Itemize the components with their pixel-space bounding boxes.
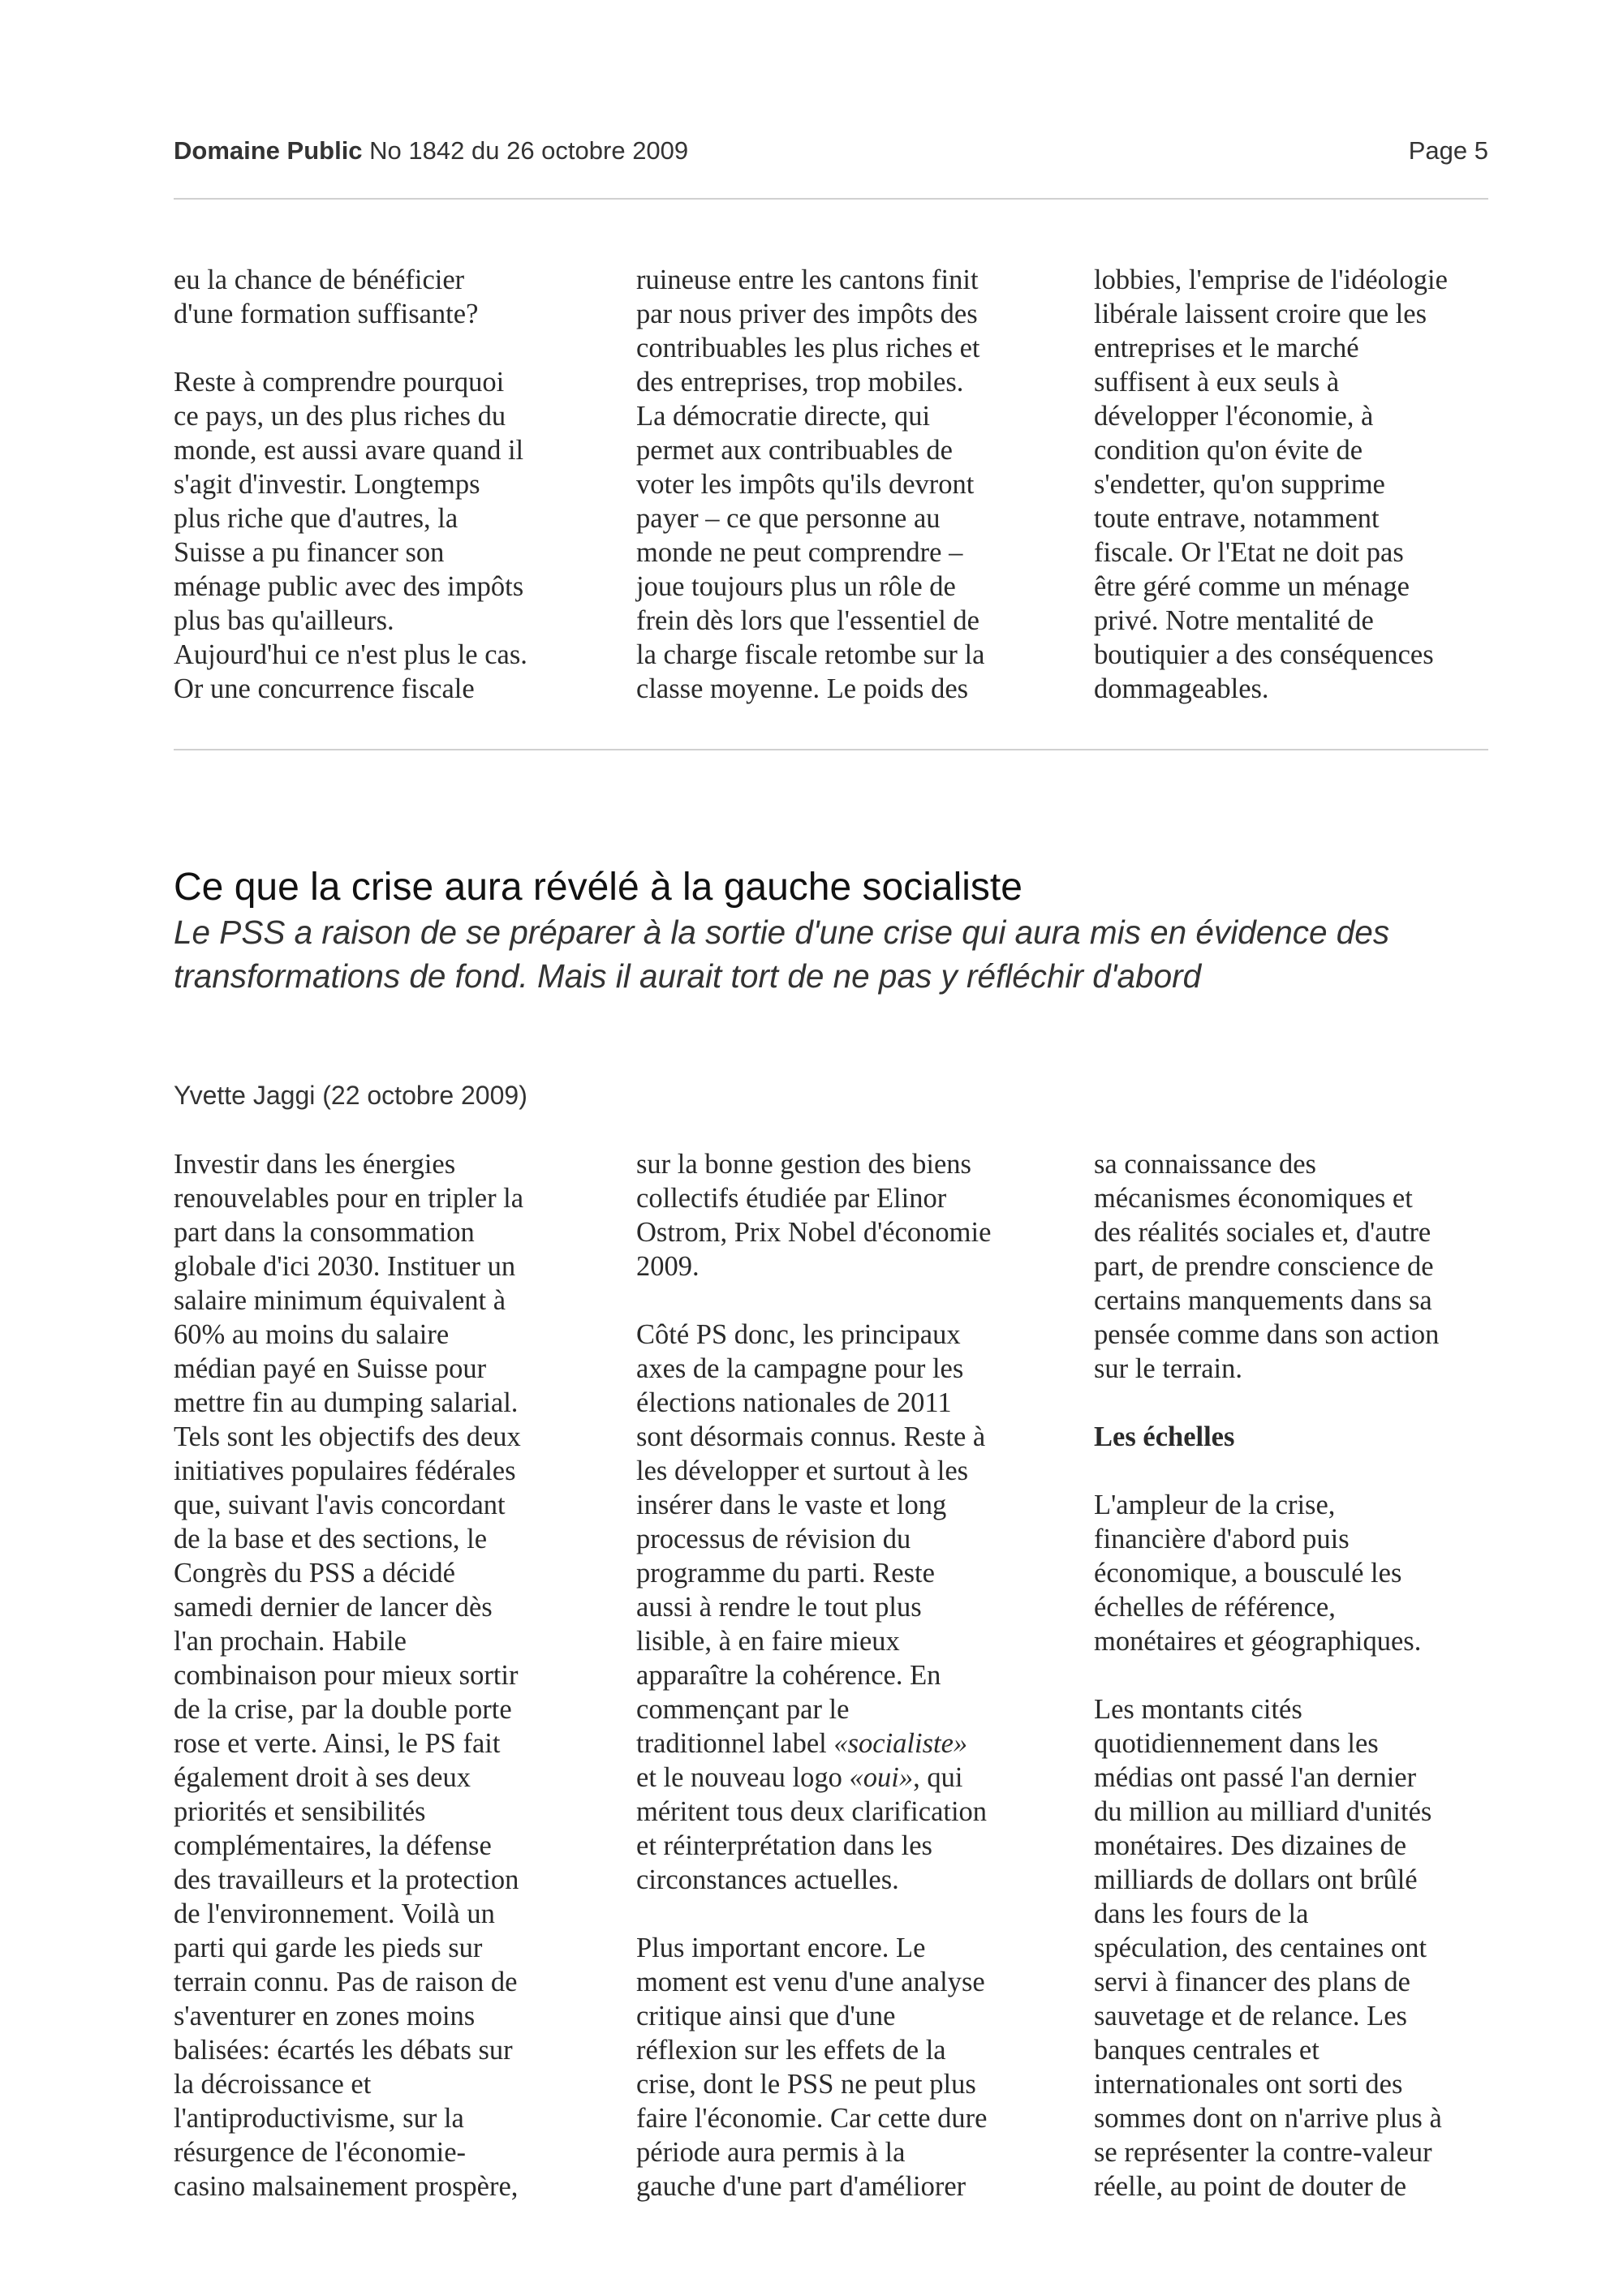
paragraph: L'ampleur de la crise, financière d'abord puis économique, a bousculé les échelles de référence, monétaires et géographiques. [1094, 1490, 1422, 1657]
publication-name: Domaine Public [174, 136, 363, 165]
text-column-3 [1094, 263, 1528, 706]
paragraph: sur la bonne gestion des biens collectifs étudiée par Elinor Ostrom, Prix Nobel d'économie 2009. [636, 1149, 992, 1282]
paragraph-text: et le nouveau logo [636, 1762, 842, 1793]
paragraph-text: Côté PS donc, les principaux axes de la campagne pour les élections nationales de 2011 sont désormais connus. Reste à les développer et surtout à les insérer dans le vaste et long processus de révision du programme du parti. Reste aussi à rendre le tout plus lisible, à en faire mieux apparaître la cohérence. En commençant par le traditionnel label [636, 1319, 986, 1759]
quoted-label: «socialiste» [833, 1728, 968, 1759]
text-column-3 [1094, 1147, 1528, 2204]
text-column-1 [174, 263, 608, 706]
text-column-1 [174, 1147, 608, 2204]
text-column-2 [636, 263, 1070, 706]
article-byline: Yvette Jaggi (22 octobre 2009) [174, 1081, 527, 1110]
article-divider [174, 749, 1488, 750]
paragraph: Plus important encore. Le moment est venu d'une analyse critique ainsi que d'une réflexion sur les effets de la crise, dont le PSS ne peut plus faire l'économie. Car cette dure période aura permis à la gauche d'une part d'améliorer [636, 1933, 988, 2202]
quoted-label: «oui» [849, 1762, 914, 1793]
paragraph: sa connaissance des mécanismes économiques et des réalités sociales et, d'autre part, de prendre conscience de certains manquements dans sa pensée comme dans son action sur le terrain. [1094, 1149, 1440, 1384]
issue-info: No 1842 du 26 octobre 2009 [369, 136, 689, 165]
paragraph: eu la chance de bénéficier d'une formation suffisante? [174, 264, 479, 329]
paragraph: lobbies, l'emprise de l'idéologie libérale laissent croire que les entreprises et le marché suffisent à eux seuls à développer l'économie, à condition qu'on évite de s'endetter, qu'on supprime toute entrave, notamment fiscale. Or l'Etat ne doit pas être géré comme un ménage privé. Notre mentalité de boutiquier a des conséquences dommageables. [1094, 264, 1448, 704]
paragraph: Reste à comprendre pourquoi ce pays, un des plus riches du monde, est aussi avare quand il s'agit d'investir. Longtemps plus riche que d'autres, la Suisse a pu financer son ménage public avec des impôts plus bas qu'ailleurs. Aujourd'hui ce n'est plus le cas. Or une concurrence fiscale [174, 367, 527, 704]
article-title: Ce que la crise aura révélé à la gauche socialiste [174, 866, 1022, 909]
section-subheading: Les échelles [1094, 1421, 1235, 1452]
page-number: Page 5 [1408, 136, 1488, 165]
paragraph-text: , qui méritent tous deux clarification et réinterprétation dans les circonstances actuelles. [636, 1762, 988, 1895]
header-divider [174, 198, 1488, 200]
text-column-2 [636, 1147, 1070, 2204]
article-lead: Le PSS a raison de se préparer à la sortie d'une crise qui aura mis en évidence des transformations de fond. Mais il aurait tort de ne pas y réfléchir d'abord [174, 914, 1390, 995]
paragraph: Investir dans les énergies renouvelables pour en tripler la part dans la consommation globale d'ici 2030. Instituer un salaire minimum équivalent à 60% au moins du salaire médian payé en Suisse pour mettre fin au dumping salarial. Tels sont les objectifs des deux initiatives populaires fédérales que, suivant l'avis concordant de la base et des sections, le Congrès du PSS a décidé samedi dernier de lancer dès l'an prochain. Habile combinaison pour mieux sortir de la crise, par la double porte rose et verte. Ainsi, le PS fait également droit à ses deux priorités et sensibilités complémentaires, la défense des travailleurs et la protection de l'environnement. Voilà un parti qui garde les pieds sur terrain connu. Pas de raison de s'aventurer en zones moins balisées: écartés les débats sur la décroissance et l'antiproductivisme, sur la résurgence de l'économie- casino malsainement prospère, [174, 1149, 524, 2202]
paragraph [636, 1318, 1070, 1897]
page-header [174, 136, 1488, 169]
paragraph: ruineuse entre les cantons finit par nous priver des impôts des contribuables les plus riches et des entreprises, trop mobiles. La démocratie directe, qui permet aux contribuables de voter les impôts qu'ils devront payer – ce que personne au monde ne peut comprendre – joue toujours plus un rôle de frein dès lors que l'essentiel de la charge fiscale retombe sur la classe moyenne. Le poids des [636, 264, 985, 704]
paragraph: Les montants cités quotidiennement dans les médias ont passé l'an dernier du million au milliard d'unités monétaires. Des dizaines de milliards de dollars ont brûlé dans les fours de la spéculation, des centaines ont servi à financer des plans de sauvetage et de relance. Les banques centrales et internationales ont sorti des sommes dont on n'arrive plus à se représenter la contre-valeur réelle, au point de douter de [1094, 1694, 1442, 2202]
